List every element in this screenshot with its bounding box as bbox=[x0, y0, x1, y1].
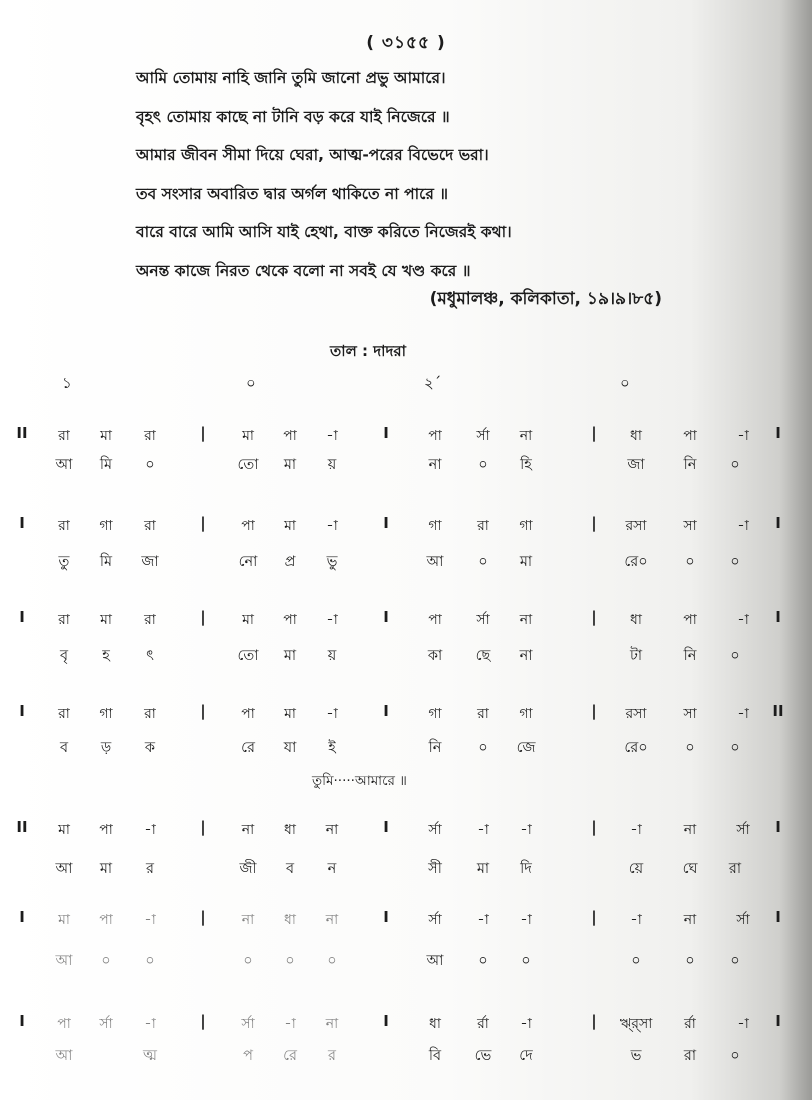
swara-note: র্সা bbox=[99, 1016, 113, 1032]
swara-note: ধা bbox=[284, 912, 296, 928]
swara-note: পা bbox=[683, 428, 697, 444]
lyric-syllable: ০ bbox=[243, 953, 253, 969]
lyric-syllable: টা bbox=[629, 648, 643, 664]
swara-note: পা bbox=[683, 612, 697, 628]
swara-note: না bbox=[683, 912, 697, 928]
lyric-line: বৃহৎ তোমায় কাছে না টানি বড় করে যাই নিজেরে ॥ bbox=[136, 107, 450, 126]
lyric-syllable: রে০ bbox=[624, 740, 648, 756]
lyric-syllable: ০ bbox=[730, 554, 740, 570]
lyric-syllable: ০ bbox=[730, 648, 740, 664]
bar-line: | bbox=[591, 608, 597, 626]
swara-row bbox=[0, 908, 812, 938]
swara-note: পা bbox=[241, 706, 255, 722]
swara-note: -া bbox=[477, 912, 489, 928]
lyric-syllable: ঘে bbox=[682, 861, 698, 877]
swara-note: -া bbox=[630, 822, 642, 838]
swara-note: -া bbox=[144, 912, 156, 928]
swara-note: -া bbox=[144, 822, 156, 838]
swara-note: ঋ্র্সা bbox=[619, 1016, 653, 1032]
swara-note: মা bbox=[242, 612, 254, 628]
lyric-syllable-row bbox=[0, 950, 812, 980]
swara-note: পা bbox=[241, 518, 255, 534]
lyric-syllable: আ bbox=[426, 953, 444, 969]
bar-line: | bbox=[200, 818, 206, 836]
swara-note: রা bbox=[144, 612, 156, 628]
lyric-syllable: ড় bbox=[100, 740, 112, 756]
lyric-syllable: নি bbox=[683, 457, 697, 473]
lyric-syllable: প bbox=[243, 1048, 253, 1064]
swara-note: সা bbox=[683, 706, 697, 722]
lyric-syllable: ০ bbox=[145, 457, 155, 473]
lyric-syllable: ক bbox=[144, 740, 156, 756]
swara-note: -া bbox=[144, 1016, 156, 1032]
lyric-syllable: রে bbox=[241, 740, 255, 756]
swara-note: -া bbox=[737, 706, 749, 722]
lyric-syllable: জা bbox=[141, 554, 159, 570]
refrain-note: তুমি·····আমারে ॥ bbox=[312, 773, 407, 789]
bar-line: | bbox=[200, 424, 206, 442]
swara-note: পা bbox=[428, 612, 442, 628]
bar-line: | bbox=[591, 424, 597, 442]
song-number: ( ৩১৫৫ ) bbox=[366, 33, 446, 53]
swara-note: -া bbox=[520, 912, 532, 928]
bar-line: II bbox=[16, 424, 28, 442]
lyric-line: তব সংসার অবারিত দ্বার অর্গল থাকিতে না পারে ॥ bbox=[136, 184, 449, 203]
bar-line: I bbox=[19, 702, 25, 720]
lyric-syllable: কা bbox=[427, 648, 443, 664]
lyric-syllable: প্র bbox=[284, 554, 296, 570]
swara-note: পা bbox=[57, 1016, 71, 1032]
bar-line: | bbox=[200, 608, 206, 626]
swara-note: -া bbox=[284, 1016, 296, 1032]
swara-note: সা bbox=[683, 518, 697, 534]
swara-note: মা bbox=[284, 706, 296, 722]
lyric-syllable: বৃ bbox=[59, 648, 69, 664]
bar-line: II bbox=[16, 818, 28, 836]
lyric-syllable-row bbox=[0, 1045, 812, 1075]
lyric-syllable: য় bbox=[327, 457, 337, 473]
swara-note: গা bbox=[519, 706, 533, 722]
bar-line: I bbox=[19, 608, 25, 626]
bar-line: | bbox=[200, 702, 206, 720]
lyric-syllable: নি bbox=[428, 740, 442, 756]
swara-note: গা bbox=[519, 518, 533, 534]
lyric-syllable: ০ bbox=[478, 740, 488, 756]
swara-note: মা bbox=[100, 612, 112, 628]
swara-note: -া bbox=[630, 912, 642, 928]
lyric-syllable: ০ bbox=[327, 953, 337, 969]
swara-note: রসা bbox=[625, 518, 647, 534]
beat-mark: ০ bbox=[246, 374, 256, 392]
lyric-syllable-row bbox=[0, 645, 812, 675]
swara-note: -া bbox=[477, 822, 489, 838]
swara-row bbox=[0, 514, 812, 544]
lyric-syllable: দে bbox=[519, 1048, 533, 1064]
lyric-syllable: নি bbox=[683, 648, 697, 664]
lyric-syllable: দি bbox=[520, 861, 532, 877]
swara-note: র্সা bbox=[428, 912, 442, 928]
swara-note: -া bbox=[326, 706, 338, 722]
swara-note: রা bbox=[58, 518, 70, 534]
lyric-syllable: আ bbox=[55, 457, 73, 473]
lyric-syllable: ব bbox=[285, 861, 295, 877]
swara-note: রা bbox=[58, 706, 70, 722]
bar-line: I bbox=[19, 908, 25, 926]
swara-note: -া bbox=[737, 518, 749, 534]
bar-line: I bbox=[775, 608, 781, 626]
swara-note: না bbox=[519, 428, 533, 444]
lyric-syllable: ০ bbox=[631, 953, 641, 969]
swara-note: র্সা bbox=[736, 822, 750, 838]
swara-note: গা bbox=[428, 518, 442, 534]
swara-note: মা bbox=[284, 518, 296, 534]
swara-row bbox=[0, 424, 812, 454]
lyric-syllable: নো bbox=[238, 554, 258, 570]
lyric-syllable: ০ bbox=[730, 457, 740, 473]
bar-line: I bbox=[775, 424, 781, 442]
bar-line: I bbox=[383, 818, 389, 836]
lyric-syllable: যা bbox=[283, 740, 297, 756]
swara-note: না bbox=[325, 822, 339, 838]
swara-note: মা bbox=[242, 428, 254, 444]
lyric-syllable: মা bbox=[283, 457, 297, 473]
bar-line: I bbox=[383, 908, 389, 926]
lyric-syllable: জে bbox=[516, 740, 536, 756]
lyric-syllable: হি bbox=[520, 457, 532, 473]
swara-note: র্সা bbox=[428, 822, 442, 838]
swara-note: -া bbox=[737, 1016, 749, 1032]
swara-note: -া bbox=[737, 612, 749, 628]
swara-note: গা bbox=[99, 518, 113, 534]
lyric-syllable: রে০ bbox=[624, 554, 648, 570]
bar-line: | bbox=[591, 908, 597, 926]
bar-line: | bbox=[591, 514, 597, 532]
swara-note: না bbox=[241, 912, 255, 928]
lyric-syllable: তো bbox=[237, 457, 259, 473]
beat-mark: ১ bbox=[62, 374, 72, 392]
lyric-syllable: ০ bbox=[685, 740, 695, 756]
beat-mark: ২´ bbox=[424, 374, 442, 392]
lyric-syllable: মি bbox=[99, 457, 113, 473]
tala-label: তাল : দাদরা bbox=[330, 342, 406, 360]
swara-note: গা bbox=[99, 706, 113, 722]
lyric-syllable: বি bbox=[428, 1048, 442, 1064]
lyric-syllable: মা bbox=[476, 861, 490, 877]
lyric-syllable: ০ bbox=[730, 953, 740, 969]
swara-note: মা bbox=[58, 822, 70, 838]
lyric-syllable: সী bbox=[428, 861, 442, 877]
lyric-syllable: র bbox=[146, 861, 154, 877]
swara-note: র্সা bbox=[736, 912, 750, 928]
swara-note: -া bbox=[737, 428, 749, 444]
swara-note: না bbox=[241, 822, 255, 838]
lyric-syllable: মি bbox=[99, 554, 113, 570]
swara-row bbox=[0, 608, 812, 638]
swara-note: ধা bbox=[429, 1016, 441, 1032]
lyric-syllable: র bbox=[328, 1048, 336, 1064]
swara-note: -া bbox=[326, 518, 338, 534]
lyric-syllable: ব bbox=[59, 740, 69, 756]
lyric-syllable-row bbox=[0, 551, 812, 581]
lyric-syllable: তো bbox=[237, 648, 259, 664]
lyric-syllable: ০ bbox=[730, 1048, 740, 1064]
lyric-syllable: ০ bbox=[685, 554, 695, 570]
lyric-syllable: ই bbox=[328, 740, 336, 756]
lyric-syllable-row bbox=[0, 858, 812, 888]
swara-note: পা bbox=[428, 428, 442, 444]
bar-line: I bbox=[383, 702, 389, 720]
swara-note: -া bbox=[326, 612, 338, 628]
swara-note: ধা bbox=[284, 822, 296, 838]
lyric-syllable: মা bbox=[99, 861, 113, 877]
lyric-syllable: ০ bbox=[730, 740, 740, 756]
swara-note: পা bbox=[99, 822, 113, 838]
lyric-syllable: ০ bbox=[285, 953, 295, 969]
lyric-syllable: রা bbox=[728, 861, 742, 877]
lyric-syllable: য়ে bbox=[628, 861, 644, 877]
lyric-syllable-row bbox=[0, 737, 812, 767]
swara-note: রা bbox=[58, 428, 70, 444]
lyric-syllable: জী bbox=[239, 861, 257, 877]
lyric-syllable: ০ bbox=[478, 554, 488, 570]
swara-note: রা bbox=[144, 706, 156, 722]
lyric-syllable: ০ bbox=[101, 953, 111, 969]
lyric-syllable: ০ bbox=[478, 953, 488, 969]
bar-line: | bbox=[200, 1012, 206, 1030]
swara-note: রা bbox=[144, 428, 156, 444]
lyric-syllable: ভু bbox=[326, 554, 338, 570]
swara-note: রা bbox=[477, 706, 489, 722]
bar-line: I bbox=[19, 514, 25, 532]
lyric-syllable: ভ bbox=[630, 1048, 642, 1064]
swara-row bbox=[0, 702, 812, 732]
lyric-syllable: তু bbox=[58, 554, 70, 570]
bar-line: I bbox=[775, 908, 781, 926]
lyric-syllable: না bbox=[428, 457, 442, 473]
swara-note: -া bbox=[326, 428, 338, 444]
lyric-syllable: রে bbox=[283, 1048, 297, 1064]
swara-note: রা bbox=[477, 518, 489, 534]
lyric-line: অনন্ত কাজে নিরত থেকে বলো না সবই যে খণ্ড করে ॥ bbox=[136, 261, 471, 280]
bar-line: I bbox=[19, 1012, 25, 1030]
lyric-syllable: হ bbox=[102, 648, 110, 664]
lyric-syllable-row bbox=[0, 454, 812, 484]
swara-note: পা bbox=[99, 912, 113, 928]
source-citation: (মধুমালঞ্চ, কলিকাতা, ১৯।৯।৮৫) bbox=[429, 289, 662, 309]
swara-note: র্সা bbox=[476, 612, 490, 628]
swara-note: পা bbox=[283, 428, 297, 444]
swara-note: র্সা bbox=[476, 428, 490, 444]
lyric-syllable: আ bbox=[55, 861, 73, 877]
bar-line: | bbox=[591, 1012, 597, 1030]
lyric-syllable: না bbox=[519, 648, 533, 664]
swara-note: রা bbox=[58, 612, 70, 628]
lyric-syllable: রা bbox=[683, 1048, 697, 1064]
swara-note: না bbox=[683, 822, 697, 838]
bar-line: II bbox=[772, 702, 784, 720]
lyric-syllable: জা bbox=[627, 457, 645, 473]
beat-mark: ০ bbox=[620, 374, 630, 392]
bar-line: | bbox=[591, 818, 597, 836]
lyric-syllable: আ bbox=[55, 953, 73, 969]
lyric-syllable: ভে bbox=[474, 1048, 492, 1064]
lyric-syllable: ৎ bbox=[146, 648, 154, 664]
lyric-line: আমার জীবন সীমা দিয়ে ঘেরা, আত্ম-পরের বিভেদে ভরা। bbox=[136, 146, 489, 164]
bar-line: | bbox=[200, 514, 206, 532]
bar-line: I bbox=[383, 424, 389, 442]
lyric-syllable: আ bbox=[426, 554, 444, 570]
bar-line: I bbox=[383, 1012, 389, 1030]
bar-line: I bbox=[775, 514, 781, 532]
bar-line: | bbox=[200, 908, 206, 926]
swara-note: ধা bbox=[630, 428, 642, 444]
bar-line: I bbox=[775, 1012, 781, 1030]
swara-note: পা bbox=[283, 612, 297, 628]
swara-note: গা bbox=[428, 706, 442, 722]
swara-note: র্রা bbox=[684, 1016, 696, 1032]
swara-row bbox=[0, 1012, 812, 1042]
bar-line: | bbox=[591, 702, 597, 720]
swara-note: না bbox=[325, 912, 339, 928]
swara-note: না bbox=[325, 1016, 339, 1032]
swara-row bbox=[0, 818, 812, 848]
bar-line: I bbox=[775, 818, 781, 836]
swara-note: রসা bbox=[625, 706, 647, 722]
lyric-syllable: ০ bbox=[521, 953, 531, 969]
lyrics-block bbox=[136, 62, 756, 293]
swara-note: রা bbox=[144, 518, 156, 534]
swara-note: -া bbox=[520, 1016, 532, 1032]
bar-line: I bbox=[383, 608, 389, 626]
lyric-line: আমি তোমায় নাহি জানি তুমি জানো প্রভু আমারে। bbox=[136, 69, 446, 87]
swara-note: -া bbox=[520, 822, 532, 838]
lyric-syllable: ন bbox=[327, 861, 337, 877]
swara-note: মা bbox=[100, 428, 112, 444]
lyric-syllable: মা bbox=[283, 648, 297, 664]
lyric-syllable: আ bbox=[55, 1048, 73, 1064]
lyric-syllable: য় bbox=[327, 648, 337, 664]
bar-line: I bbox=[383, 514, 389, 532]
lyric-syllable: ছে bbox=[475, 648, 491, 664]
swara-note: ধা bbox=[630, 612, 642, 628]
swara-note: র্সা bbox=[241, 1016, 255, 1032]
lyric-syllable: মা bbox=[519, 554, 533, 570]
lyric-syllable: ত্ম bbox=[143, 1048, 157, 1064]
swara-note: র্রা bbox=[477, 1016, 489, 1032]
lyric-syllable: ০ bbox=[478, 457, 488, 473]
lyric-syllable: ০ bbox=[145, 953, 155, 969]
swara-note: মা bbox=[58, 912, 70, 928]
swara-note: না bbox=[519, 612, 533, 628]
lyric-syllable: ০ bbox=[685, 953, 695, 969]
lyric-line: বারে বারে আমি আসি যাই হেথা, বাক্ত করিতে নিজেরই কথা। bbox=[136, 223, 512, 241]
